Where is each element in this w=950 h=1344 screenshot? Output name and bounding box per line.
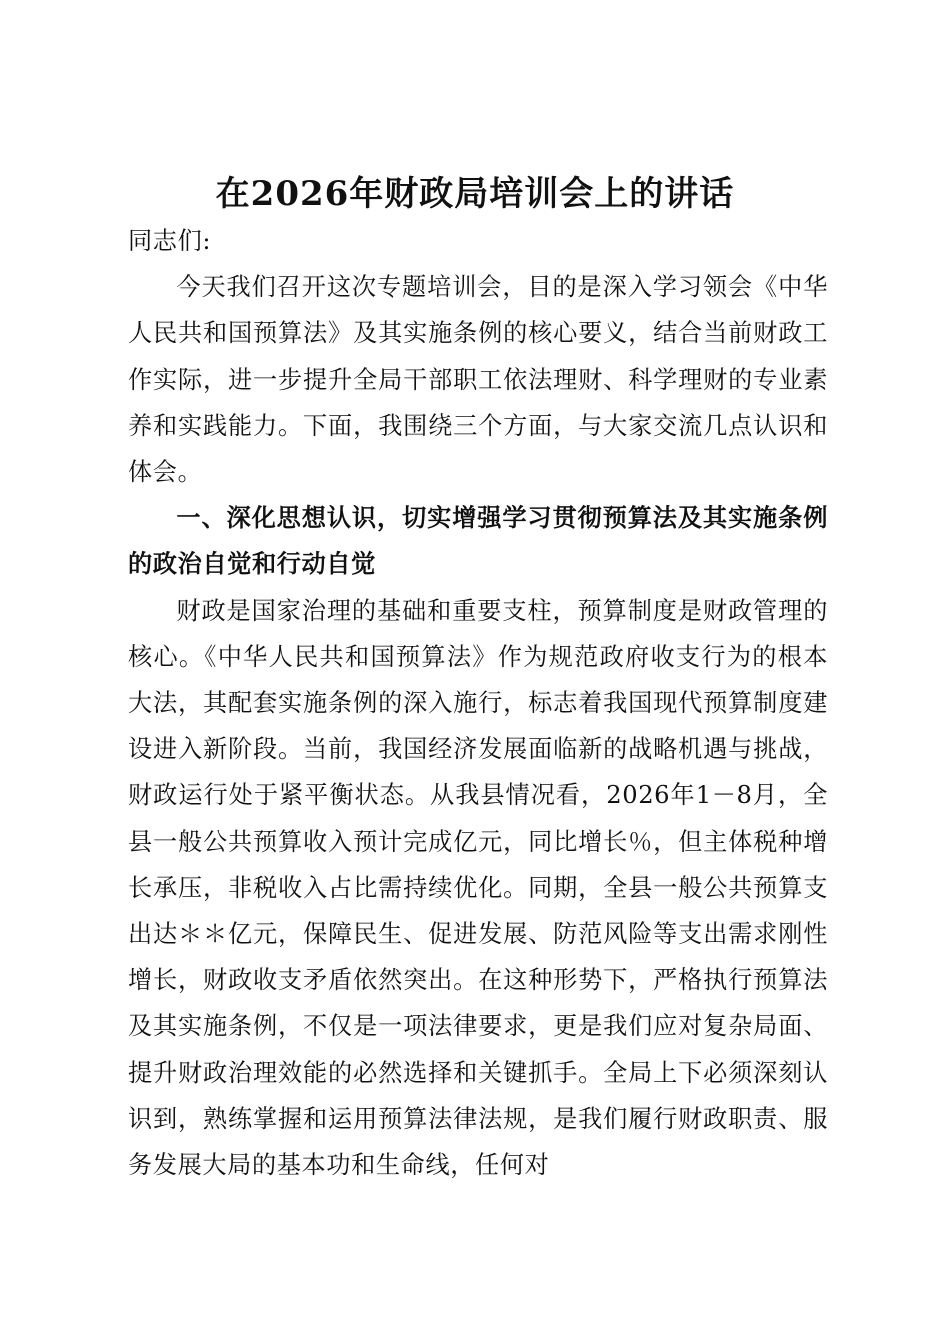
section-1-paragraph: 财政是国家治理的基础和重要支柱，预算制度是财政管理的核心。《中华人民共和国预算法》作为规范政府收支行为的根本大法，其配套实施条例的深入施行，标志着我国现代预算制度建设进入新阶段。当前，我国经济发展面临新的战略机遇与挑战，财政运行处于紧平衡状态。从我县情况看，2026年1－8月，全县一般公共预算收入预计完成亿元，同比增长％，但主体税种增长承压，非税收入占比需持续优化。同期，全县一般公共预算支出达＊＊亿元，保障民生、促进发展、防范风险等支出需求刚性增长，财政收支矛盾依然突出。在这种形势下，严格执行预算法及其实施条例，不仅是一项法律要求，更是我们应对复杂局面、提升财政治理效能的必然选择和关键抓手。全局上下必须深刻认识到，熟练掌握和运用预算法律法规，是我们履行财政职责、服务发展大局的基本功和生命线，任何对 — [128, 596, 828, 1180]
salutation: 同志们: — [128, 227, 212, 255]
section-1-heading: 一、深化思想认识，切实增强学习贯彻预算法及其实施条例的政治自觉和行动自觉 — [128, 503, 828, 579]
document-body — [128, 218, 828, 1188]
intro-paragraph: 今天我们召开这次专题培训会，目的是深入学习领会《中华人民共和国预算法》及其实施条例的核心要义，结合当前财政工作实际，进一步提升全局干部职工依法理财、科学理财的专业素养和实践能力。下面，我围绕三个方面，与大家交流几点认识和体会。 — [128, 273, 828, 487]
document-title: 在2026年财政局培训会上的讲话 — [215, 174, 735, 214]
